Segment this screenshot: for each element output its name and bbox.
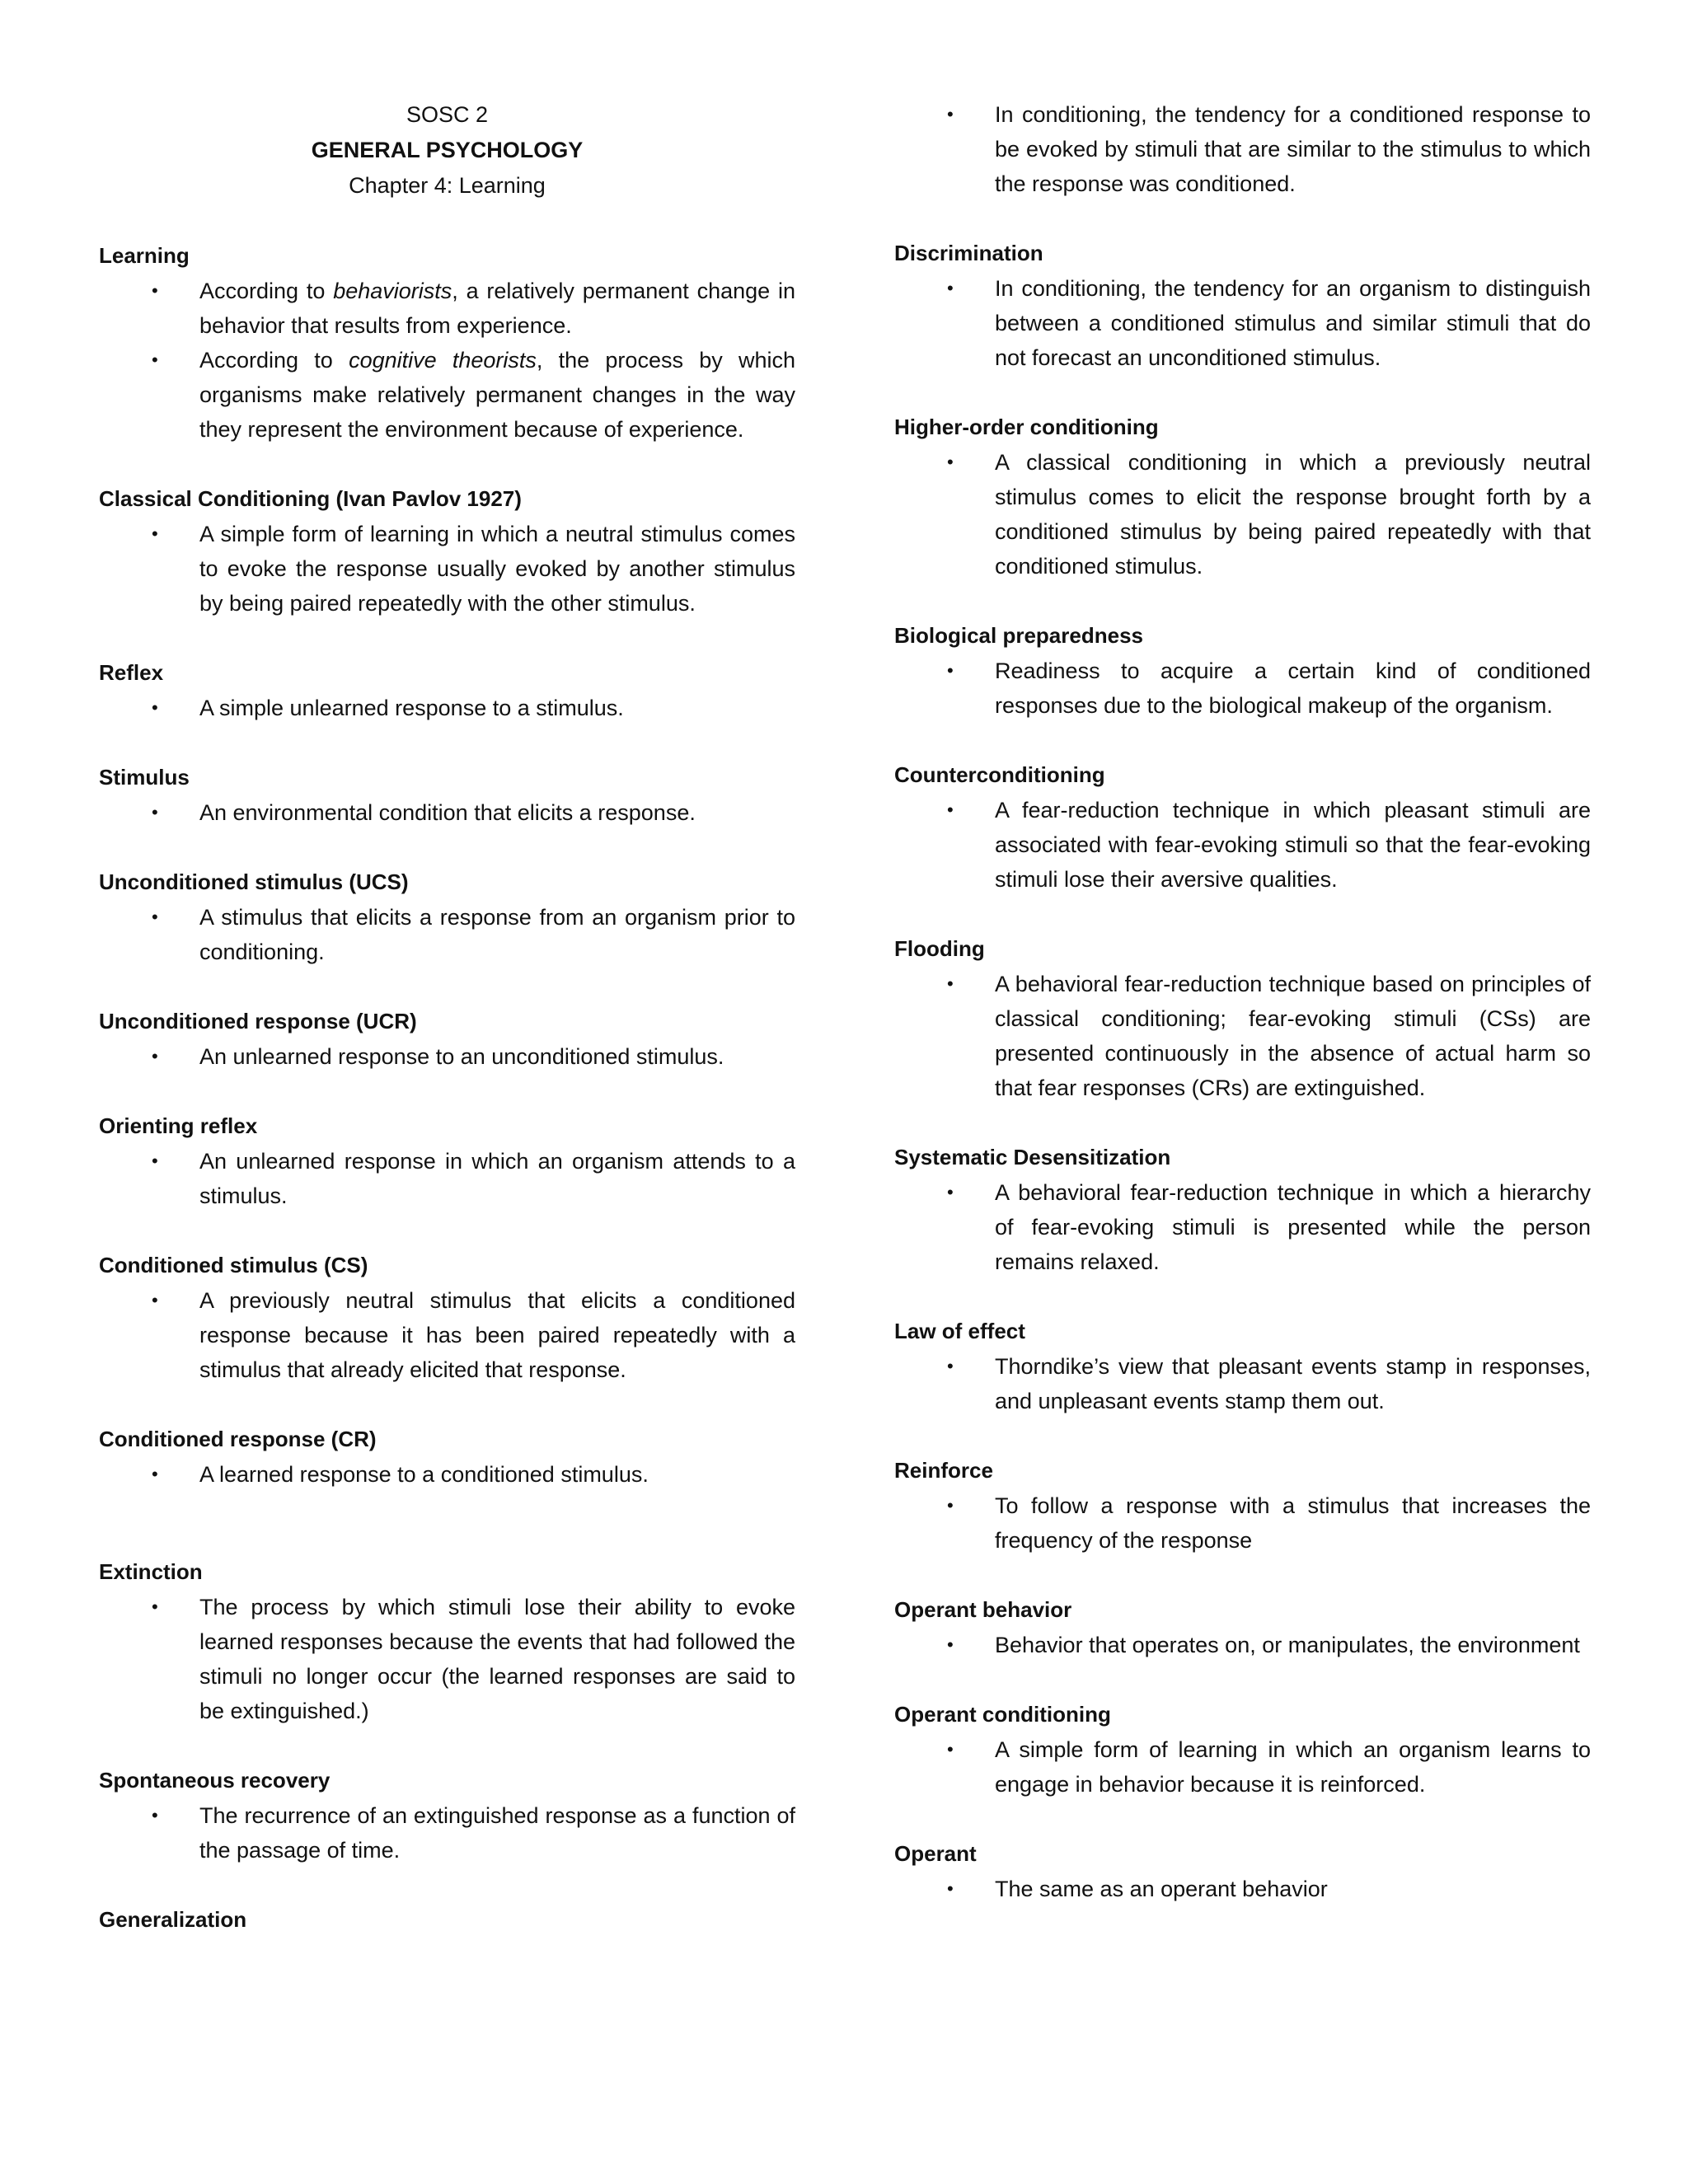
- term-title: Classical Conditioning (Ivan Pavlov 1927): [99, 486, 522, 511]
- term-title: Operant: [894, 1841, 977, 1866]
- term-title: Orienting reflex: [99, 1113, 258, 1138]
- definition-list: [99, 1590, 795, 1728]
- bullet-icon: •: [152, 280, 158, 301]
- definition-list: [99, 900, 795, 969]
- bullet-icon: •: [947, 973, 954, 994]
- bullet-icon: •: [152, 523, 158, 544]
- term-law-of-effect: [894, 1314, 1591, 1418]
- definition-list: [99, 691, 795, 725]
- term-spontaneous-recovery: [99, 1763, 795, 1868]
- definition-item: [99, 517, 795, 621]
- definition-item: [894, 445, 1591, 583]
- bullet-icon: •: [947, 1878, 954, 1899]
- definition-list: [894, 654, 1591, 723]
- course-code: SOSC 2: [406, 102, 489, 127]
- bullet-icon: •: [947, 1356, 954, 1376]
- term-title: Flooding: [894, 936, 985, 961]
- definition-item: [894, 271, 1591, 375]
- bullet-icon: •: [152, 349, 158, 370]
- definition-item: [99, 1039, 795, 1074]
- definition-text: A learned response to a conditioned stimulus.: [199, 1462, 649, 1487]
- bullet-icon: •: [152, 1805, 158, 1825]
- definition-list: [894, 1349, 1591, 1418]
- term-ucs: [99, 865, 795, 969]
- definition-text: A behavioral fear-reduction technique in which a hierarchy of fear-evoking stimuli is presented while the person remains relaxed.: [995, 1180, 1591, 1274]
- term-operant: [894, 1836, 1591, 1906]
- right-column: [894, 97, 1591, 1941]
- definition-text: An unlearned response to an unconditioned stimulus.: [199, 1044, 724, 1069]
- term-biological-preparedness: [894, 618, 1591, 723]
- generalization-continued: [894, 97, 1591, 201]
- term-title: Conditioned response (CR): [99, 1427, 377, 1451]
- definition-text: In conditioning, the tendency for an organism to distinguish between a conditioned stimulus and similar stimuli that do not forecast an unconditioned stimulus.: [995, 276, 1591, 370]
- definition-list: [99, 1798, 795, 1868]
- term-classical-conditioning: [99, 481, 795, 621]
- definition-list: [99, 274, 795, 447]
- term-orienting-reflex: [99, 1108, 795, 1213]
- bullet-icon: •: [152, 907, 158, 927]
- definition-list: [894, 1175, 1591, 1279]
- definition-item: [99, 1144, 795, 1213]
- definition-item: [894, 654, 1591, 723]
- definition-item: [894, 1488, 1591, 1558]
- definition-emphasis: behaviorists: [333, 279, 452, 303]
- term-operant-behavior: [894, 1592, 1591, 1662]
- definition-emphasis: cognitive theorists: [349, 348, 537, 373]
- definition-item: [894, 1732, 1591, 1802]
- term-higher-order-conditioning: [894, 410, 1591, 583]
- definition-list: [894, 445, 1591, 583]
- definition-item: [894, 1175, 1591, 1279]
- definition-text: Behavior that operates on, or manipulates, the environment: [995, 1633, 1580, 1657]
- definition-text: The process by which stimuli lose their ability to evoke learned responses because the events that had followed the stimuli no longer occur (the learned responses are said to be extinguished.): [199, 1595, 795, 1723]
- definition-text: , the process by which organisms make relatively permanent changes in the way they represent the environment because of experience.: [199, 348, 795, 442]
- definition-list: [99, 1457, 795, 1492]
- bullet-icon: •: [947, 1495, 954, 1516]
- definition-list: [894, 793, 1591, 897]
- left-column: [99, 97, 795, 1972]
- term-flooding: [894, 931, 1591, 1105]
- definition-item: [894, 793, 1591, 897]
- definition-list: [99, 795, 795, 830]
- term-learning: [99, 238, 795, 447]
- definition-item: [99, 900, 795, 969]
- bullet-icon: •: [947, 452, 954, 472]
- definition-item: [894, 967, 1591, 1105]
- definition-text: According to: [199, 348, 349, 373]
- term-generalization: [99, 1902, 795, 1938]
- definition-list: [99, 1039, 795, 1074]
- term-counterconditioning: [894, 757, 1591, 897]
- definition-item: [99, 795, 795, 830]
- definition-list: [894, 271, 1591, 375]
- definition-text: To follow a response with a stimulus that increases the frequency of the response: [995, 1493, 1591, 1553]
- definition-text: The same as an operant behavior: [995, 1877, 1328, 1901]
- term-operant-conditioning: [894, 1697, 1591, 1802]
- term-title: Unconditioned stimulus (UCS): [99, 869, 409, 894]
- term-title: Generalization: [99, 1907, 247, 1932]
- definition-item: [99, 691, 795, 725]
- definition-item: [894, 1349, 1591, 1418]
- definition-list: [894, 1488, 1591, 1558]
- definition-item: [894, 1628, 1591, 1662]
- chapter-title: Chapter 4: Learning: [349, 173, 546, 198]
- definition-text: An environmental condition that elicits a response.: [199, 800, 696, 825]
- definition-text: A stimulus that elicits a response from an organism prior to conditioning.: [199, 905, 795, 964]
- definition-text: In conditioning, the tendency for a conditioned response to be evoked by stimuli that are similar to the stimulus to which the response was conditioned.: [995, 102, 1591, 196]
- definition-text: Thorndike’s view that pleasant events stamp in responses, and unpleasant events stamp them out.: [995, 1354, 1591, 1413]
- definition-item: [99, 1798, 795, 1868]
- definition-item: [894, 97, 1591, 201]
- bullet-icon: •: [152, 1046, 158, 1066]
- definition-item: [99, 1590, 795, 1728]
- definition-list: [894, 1732, 1591, 1802]
- definition-list: [894, 967, 1591, 1105]
- term-title: Operant conditioning: [894, 1702, 1111, 1727]
- definition-item: [99, 1457, 795, 1492]
- term-title: Stimulus: [99, 765, 190, 790]
- definition-text: Readiness to acquire a certain kind of conditioned responses due to the biological makeup of the organism.: [995, 658, 1591, 718]
- term-title: Spontaneous recovery: [99, 1768, 331, 1793]
- term-title: Systematic Desensitization: [894, 1145, 1171, 1169]
- definition-item: [99, 274, 795, 343]
- term-reflex: [99, 655, 795, 725]
- definition-text: According to: [199, 279, 334, 303]
- term-title: Counterconditioning: [894, 762, 1105, 787]
- definition-text: A fear-reduction technique in which pleasant stimuli are associated with fear-evoking stimuli so that the fear-evoking stimuli lose their aversive qualities.: [995, 798, 1591, 892]
- term-title: Learning: [99, 243, 190, 268]
- bullet-icon: •: [152, 1151, 158, 1171]
- bullet-icon: •: [152, 697, 158, 718]
- term-cs: [99, 1248, 795, 1387]
- term-title: Reflex: [99, 660, 164, 685]
- definition-text: A previously neutral stimulus that elicits a conditioned response because it has been paired repeatedly with a stimulus that already elicited that response.: [199, 1288, 795, 1382]
- definition-text: , a relatively permanent change in behavior that results from experience.: [199, 279, 795, 338]
- bullet-icon: •: [947, 660, 954, 681]
- definition-list: [99, 517, 795, 621]
- term-title: Higher-order conditioning: [894, 415, 1159, 439]
- definition-text: A behavioral fear-reduction technique based on principles of classical conditioning; fear-evoking stimuli (CSs) are presented continuously in the absence of actual harm so that fear responses (CRs) are extinguished.: [995, 972, 1591, 1100]
- term-discrimination: [894, 236, 1591, 375]
- definition-text: A simple unlearned response to a stimulus.: [199, 696, 624, 720]
- bullet-icon: •: [947, 799, 954, 820]
- definition-list: [99, 1283, 795, 1387]
- bullet-icon: •: [152, 802, 158, 823]
- term-systematic-desensitization: [894, 1140, 1591, 1279]
- term-reinforce: [894, 1453, 1591, 1558]
- definition-list: [894, 1628, 1591, 1662]
- term-stimulus: [99, 760, 795, 830]
- definition-list: [894, 97, 1591, 201]
- bullet-icon: •: [947, 1182, 954, 1202]
- term-title: Operant behavior: [894, 1597, 1072, 1622]
- definition-text: The recurrence of an extinguished response as a function of the passage of time.: [199, 1803, 795, 1863]
- definition-item: [99, 1283, 795, 1387]
- bullet-icon: •: [152, 1596, 158, 1617]
- term-title: Unconditioned response (UCR): [99, 1009, 417, 1033]
- term-extinction: [99, 1554, 795, 1728]
- bullet-icon: •: [947, 278, 954, 298]
- bullet-icon: •: [152, 1464, 158, 1484]
- term-title: Discrimination: [894, 241, 1043, 265]
- definition-item: [894, 1872, 1591, 1906]
- term-ucr: [99, 1004, 795, 1074]
- definition-text: A classical conditioning in which a previously neutral stimulus comes to elicit the response brought forth by a conditioned stimulus by being paired repeatedly with that conditioned stimulus.: [995, 450, 1591, 579]
- definition-list: [894, 1872, 1591, 1906]
- document-header: [99, 97, 795, 204]
- term-title: Law of effect: [894, 1319, 1025, 1343]
- term-title: Conditioned stimulus (CS): [99, 1253, 368, 1277]
- term-title: Extinction: [99, 1559, 203, 1584]
- term-title: Reinforce: [894, 1458, 993, 1483]
- definition-text: A simple form of learning in which an organism learns to engage in behavior because it is reinforced.: [995, 1737, 1591, 1797]
- bullet-icon: •: [947, 1739, 954, 1760]
- course-title: GENERAL PSYCHOLOGY: [311, 138, 584, 162]
- term-title: Biological preparedness: [894, 623, 1143, 648]
- definition-text: A simple form of learning in which a neutral stimulus comes to evoke the response usually evoked by another stimulus by being paired repeatedly with the other stimulus.: [199, 522, 795, 616]
- definition-text: An unlearned response in which an organism attends to a stimulus.: [199, 1149, 795, 1208]
- bullet-icon: •: [947, 104, 954, 124]
- definition-item: [99, 343, 795, 447]
- definition-list: [99, 1144, 795, 1213]
- term-cr: [99, 1422, 795, 1492]
- bullet-icon: •: [947, 1634, 954, 1655]
- bullet-icon: •: [152, 1290, 158, 1310]
